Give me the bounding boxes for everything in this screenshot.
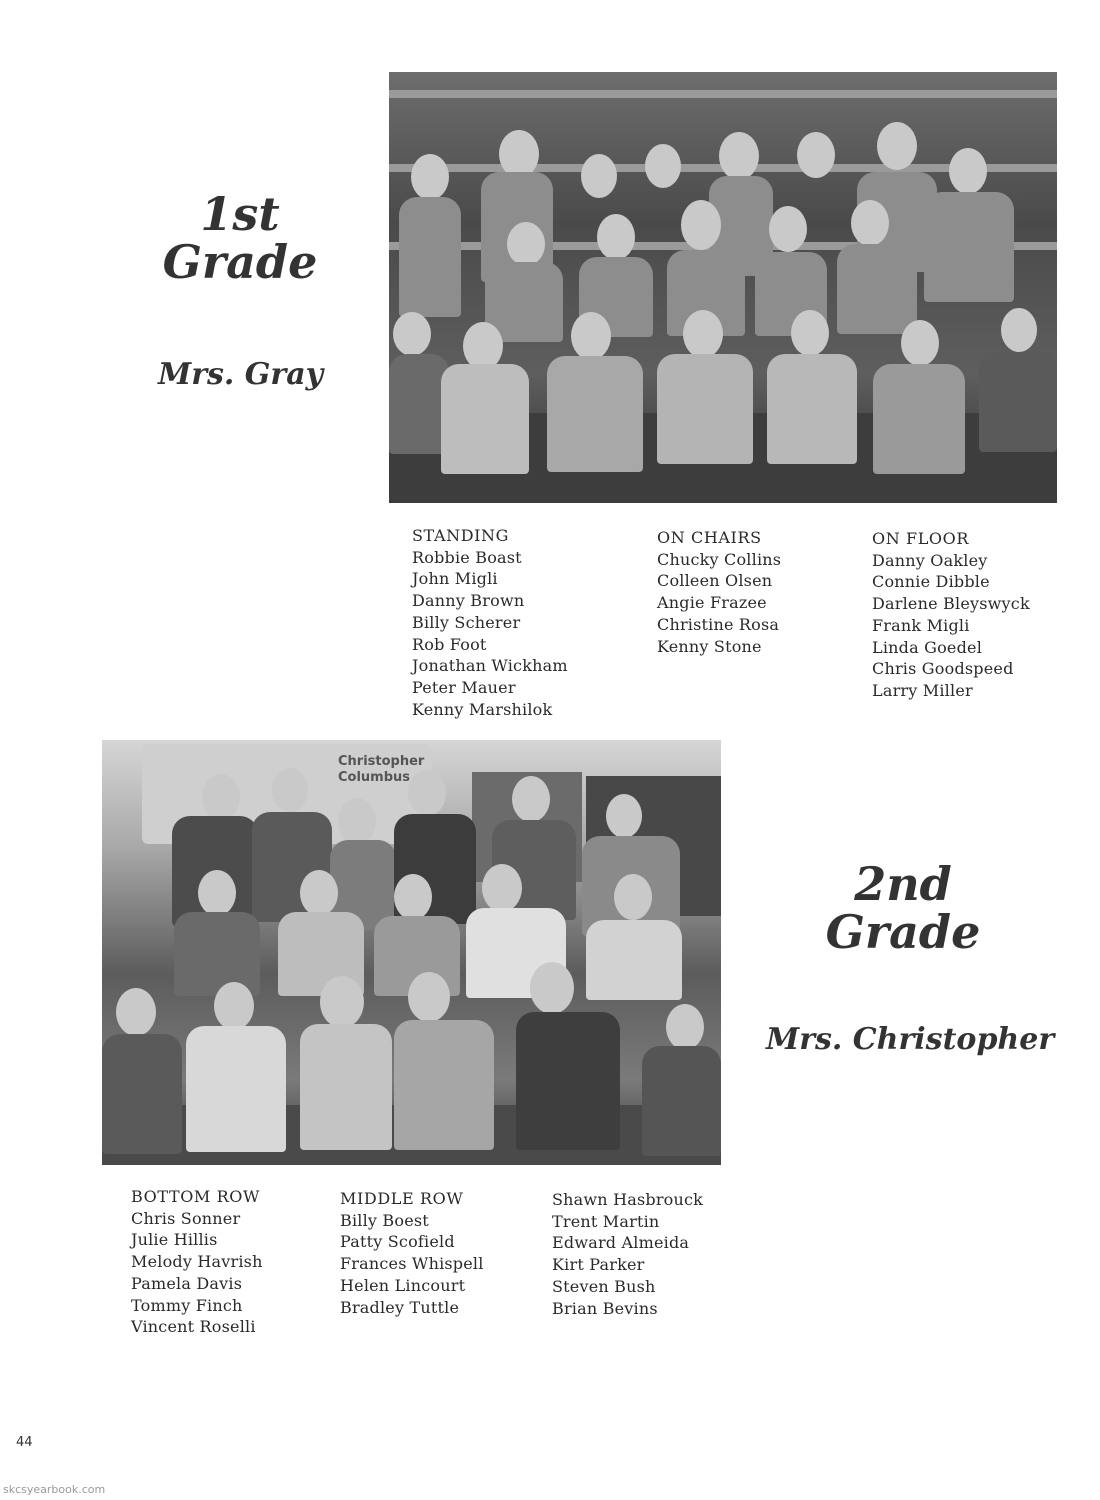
second-grade-teacher: Mrs. Christopher (766, 1022, 1055, 1057)
student-name: Tommy Finch (131, 1295, 243, 1315)
student-name: Brian Bevins (552, 1298, 658, 1318)
student-name: Larry Miller (872, 680, 973, 700)
student-name: Kenny Stone (657, 636, 762, 656)
student-name: Edward Almeida (552, 1233, 690, 1253)
group-heading: ON CHAIRS (657, 528, 762, 547)
student-name: Frank Migli (872, 615, 970, 635)
student-name: Melody Havrish (131, 1252, 263, 1272)
student-name: Peter Mauer (412, 677, 516, 697)
second-grade-class-photo (102, 740, 721, 1165)
student-name: Frances Whispell (340, 1254, 484, 1274)
first-grade-names-standing (412, 525, 568, 720)
second-grade-title-word: Grade (825, 905, 981, 960)
second-grade-names-back-row (552, 1189, 703, 1319)
student-name: Linda Goedel (872, 637, 983, 657)
student-name: Chucky Collins (657, 549, 782, 569)
first-grade-class-photo (389, 72, 1057, 503)
second-grade-title (808, 857, 998, 960)
student-name: Shawn Hasbrouck (552, 1190, 704, 1209)
first-grade-names-on-chairs (657, 527, 781, 657)
student-name: Kirt Parker (552, 1255, 645, 1275)
second-grade-names-bottom-row (131, 1186, 263, 1338)
student-name: Danny Oakley (872, 550, 988, 570)
student-name: Billy Scherer (412, 612, 521, 632)
first-grade-title-number: 1st (200, 187, 280, 241)
second-grade-names-middle-row (340, 1188, 484, 1318)
first-grade-names-on-floor (872, 528, 1030, 702)
first-grade-title-word: Grade (162, 235, 318, 290)
student-name: Darlene Bleyswyck (872, 594, 1030, 614)
second-grade-title-number: 2nd (854, 857, 952, 911)
student-name: John Migli (412, 569, 498, 589)
site-watermark: skcsyearbook.com (3, 1483, 106, 1496)
group-heading: ON FLOOR (872, 529, 970, 548)
first-grade-teacher: Mrs. Gray (158, 357, 324, 392)
group-heading: BOTTOM ROW (131, 1187, 261, 1206)
student-name: Trent Martin (552, 1211, 660, 1231)
student-name: Kenny Marshilok (412, 699, 553, 719)
student-name: Bradley Tuttle (340, 1297, 460, 1317)
poster-text: Christopher Columbus (338, 754, 425, 785)
group-heading: MIDDLE ROW (340, 1189, 464, 1208)
student-name: Steven Bush (552, 1276, 656, 1296)
student-name: Robbie Boast (412, 547, 522, 567)
student-name: Chris Sonner (131, 1208, 241, 1228)
group-heading: STANDING (412, 526, 510, 545)
first-grade-title (150, 187, 330, 290)
page-number: 44 (16, 1435, 33, 1450)
student-name: Christine Rosa (657, 614, 780, 634)
student-name: Vincent Roselli (131, 1317, 256, 1337)
student-name: Colleen Olsen (657, 571, 773, 591)
student-name: Billy Boest (340, 1210, 429, 1230)
student-name: Patty Scofield (340, 1232, 455, 1252)
student-name: Julie Hillis (131, 1230, 218, 1250)
student-name: Pamela Davis (131, 1273, 243, 1293)
student-name: Danny Brown (412, 591, 525, 611)
student-name: Angie Frazee (657, 593, 767, 613)
student-name: Jonathan Wickham (412, 656, 568, 676)
student-name: Helen Lincourt (340, 1275, 466, 1295)
student-name: Connie Dibble (872, 572, 990, 592)
student-name: Chris Goodspeed (872, 659, 1014, 679)
student-name: Rob Foot (412, 634, 487, 654)
